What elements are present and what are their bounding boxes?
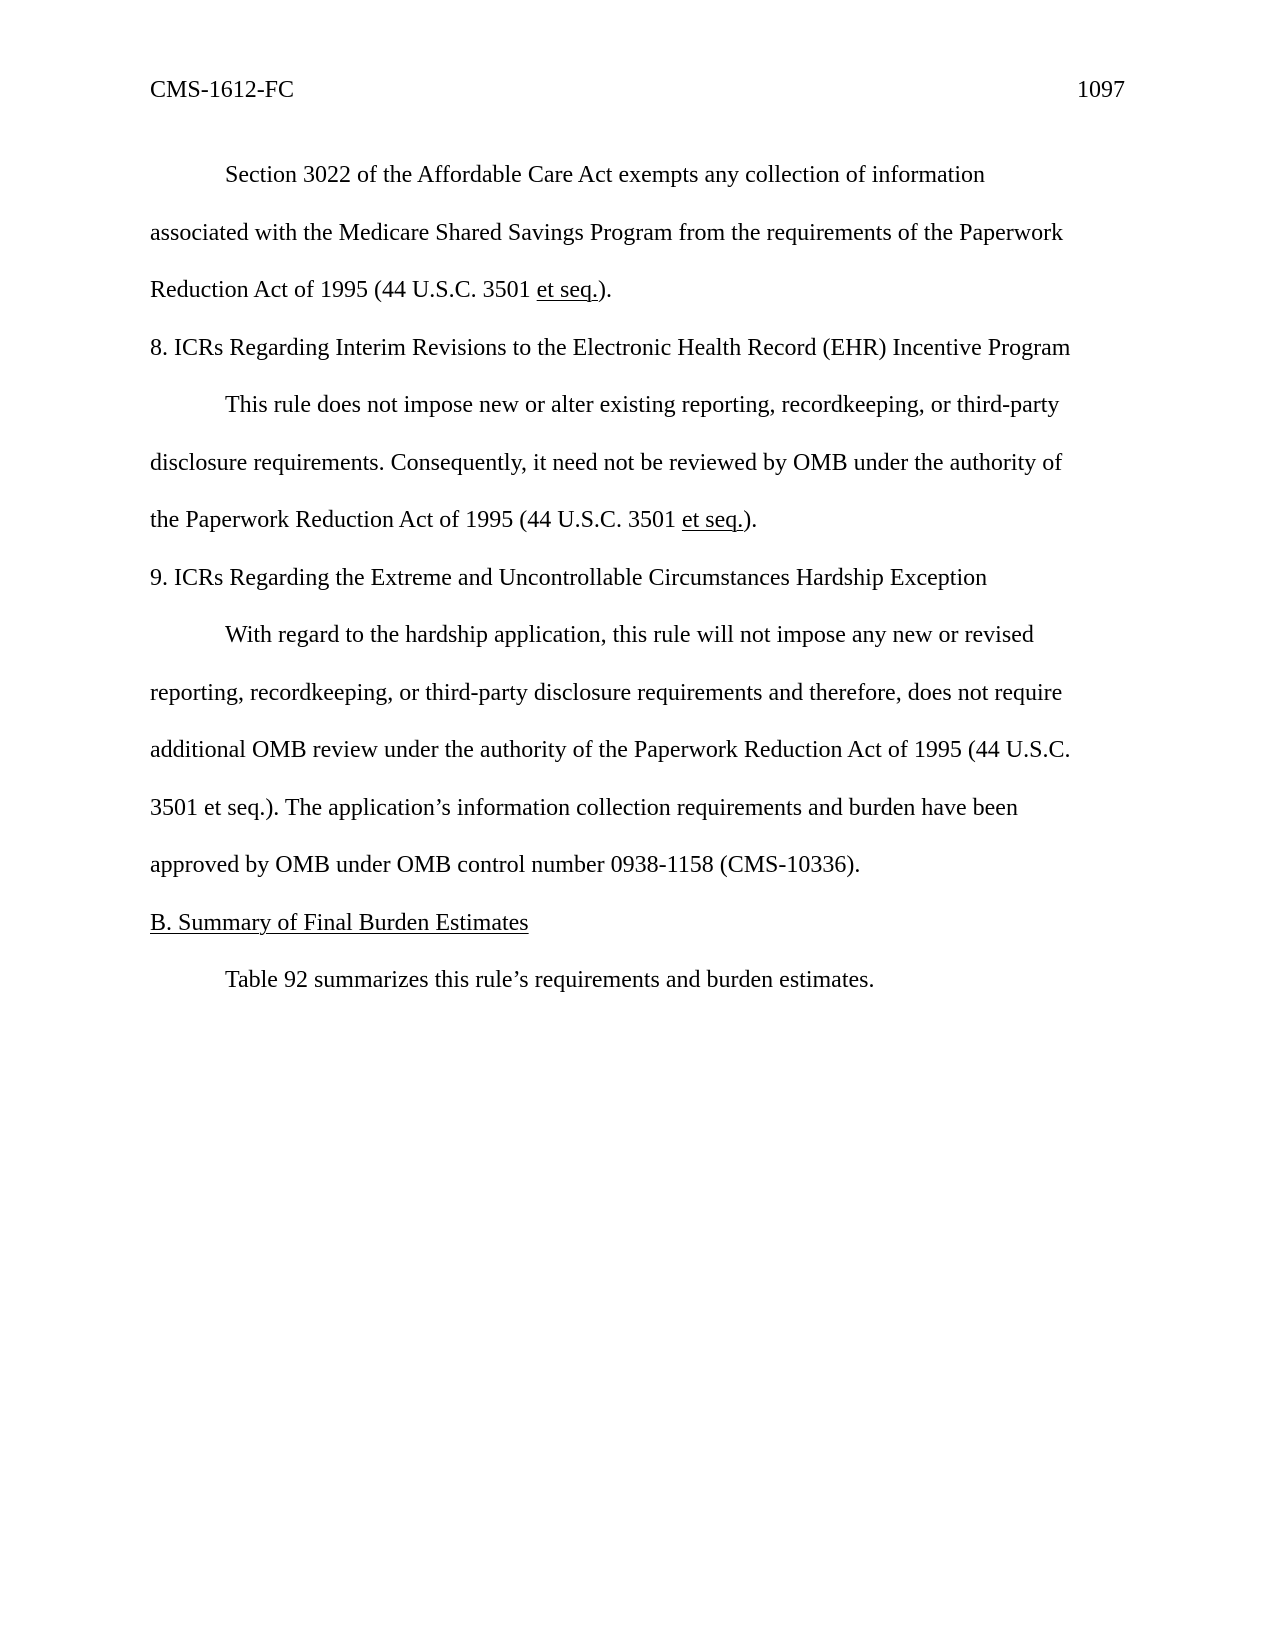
section-heading-b [150, 895, 1125, 953]
paragraph-line: With regard to the hardship application, this rule will not impose any new or revised [225, 622, 1034, 648]
paragraph-line: approved by OMB under OMB control number 0938-1158 (CMS-10336). [150, 852, 861, 878]
text-run: ). [743, 507, 758, 533]
paragraph-line: This rule does not impose new or alter existing reporting, recordkeeping, or third-party [225, 392, 1060, 418]
paragraph-line: reporting, recordkeeping, or third-party disclosure requirements and therefore, does not require [150, 679, 1063, 706]
paragraph-line: associated with the Medicare Shared Savings Program from the requirements of the Paperwork [150, 219, 1064, 246]
underlined-citation: et seq. [681, 507, 744, 533]
paragraph-line [150, 262, 1125, 320]
paragraph-line: Table 92 summarizes this rule’s requirements and burden estimates. [225, 967, 875, 993]
text-run: Reduction Act of 1995 (44 U.S.C. 3501 [150, 277, 537, 303]
paragraph-line: Section 3022 of the Affordable Care Act exempts any collection of information [225, 162, 986, 188]
document-body [150, 147, 1125, 1010]
underlined-heading: B. Summary of Final Burden Estimates [150, 909, 529, 936]
text-run: ). [597, 277, 612, 303]
section-heading-8: 8. ICRs Regarding Interim Revisions to the Electronic Health Record (EHR) Incentive Program [150, 334, 1071, 361]
paragraph-line: disclosure requirements. Consequently, it need not be reviewed by OMB under the authority of [150, 449, 1063, 476]
page-number: 1097 [1077, 77, 1125, 103]
document-id: CMS-1612-FC [150, 77, 295, 103]
paragraph-line: additional OMB review under the authority of the Paperwork Reduction Act of 1995 (44 U.S.C. [150, 737, 1071, 763]
section-heading-9: 9. ICRs Regarding the Extreme and Uncontrollable Circumstances Hardship Exception [150, 564, 988, 591]
underlined-citation: et seq. [536, 277, 598, 303]
paragraph-line [150, 492, 1125, 550]
paragraph-line: 3501 et seq.). The application’s information collection requirements and burden have been [150, 794, 1018, 821]
text-run: the Paperwork Reduction Act of 1995 (44 U.S.C. 3501 [150, 507, 682, 533]
